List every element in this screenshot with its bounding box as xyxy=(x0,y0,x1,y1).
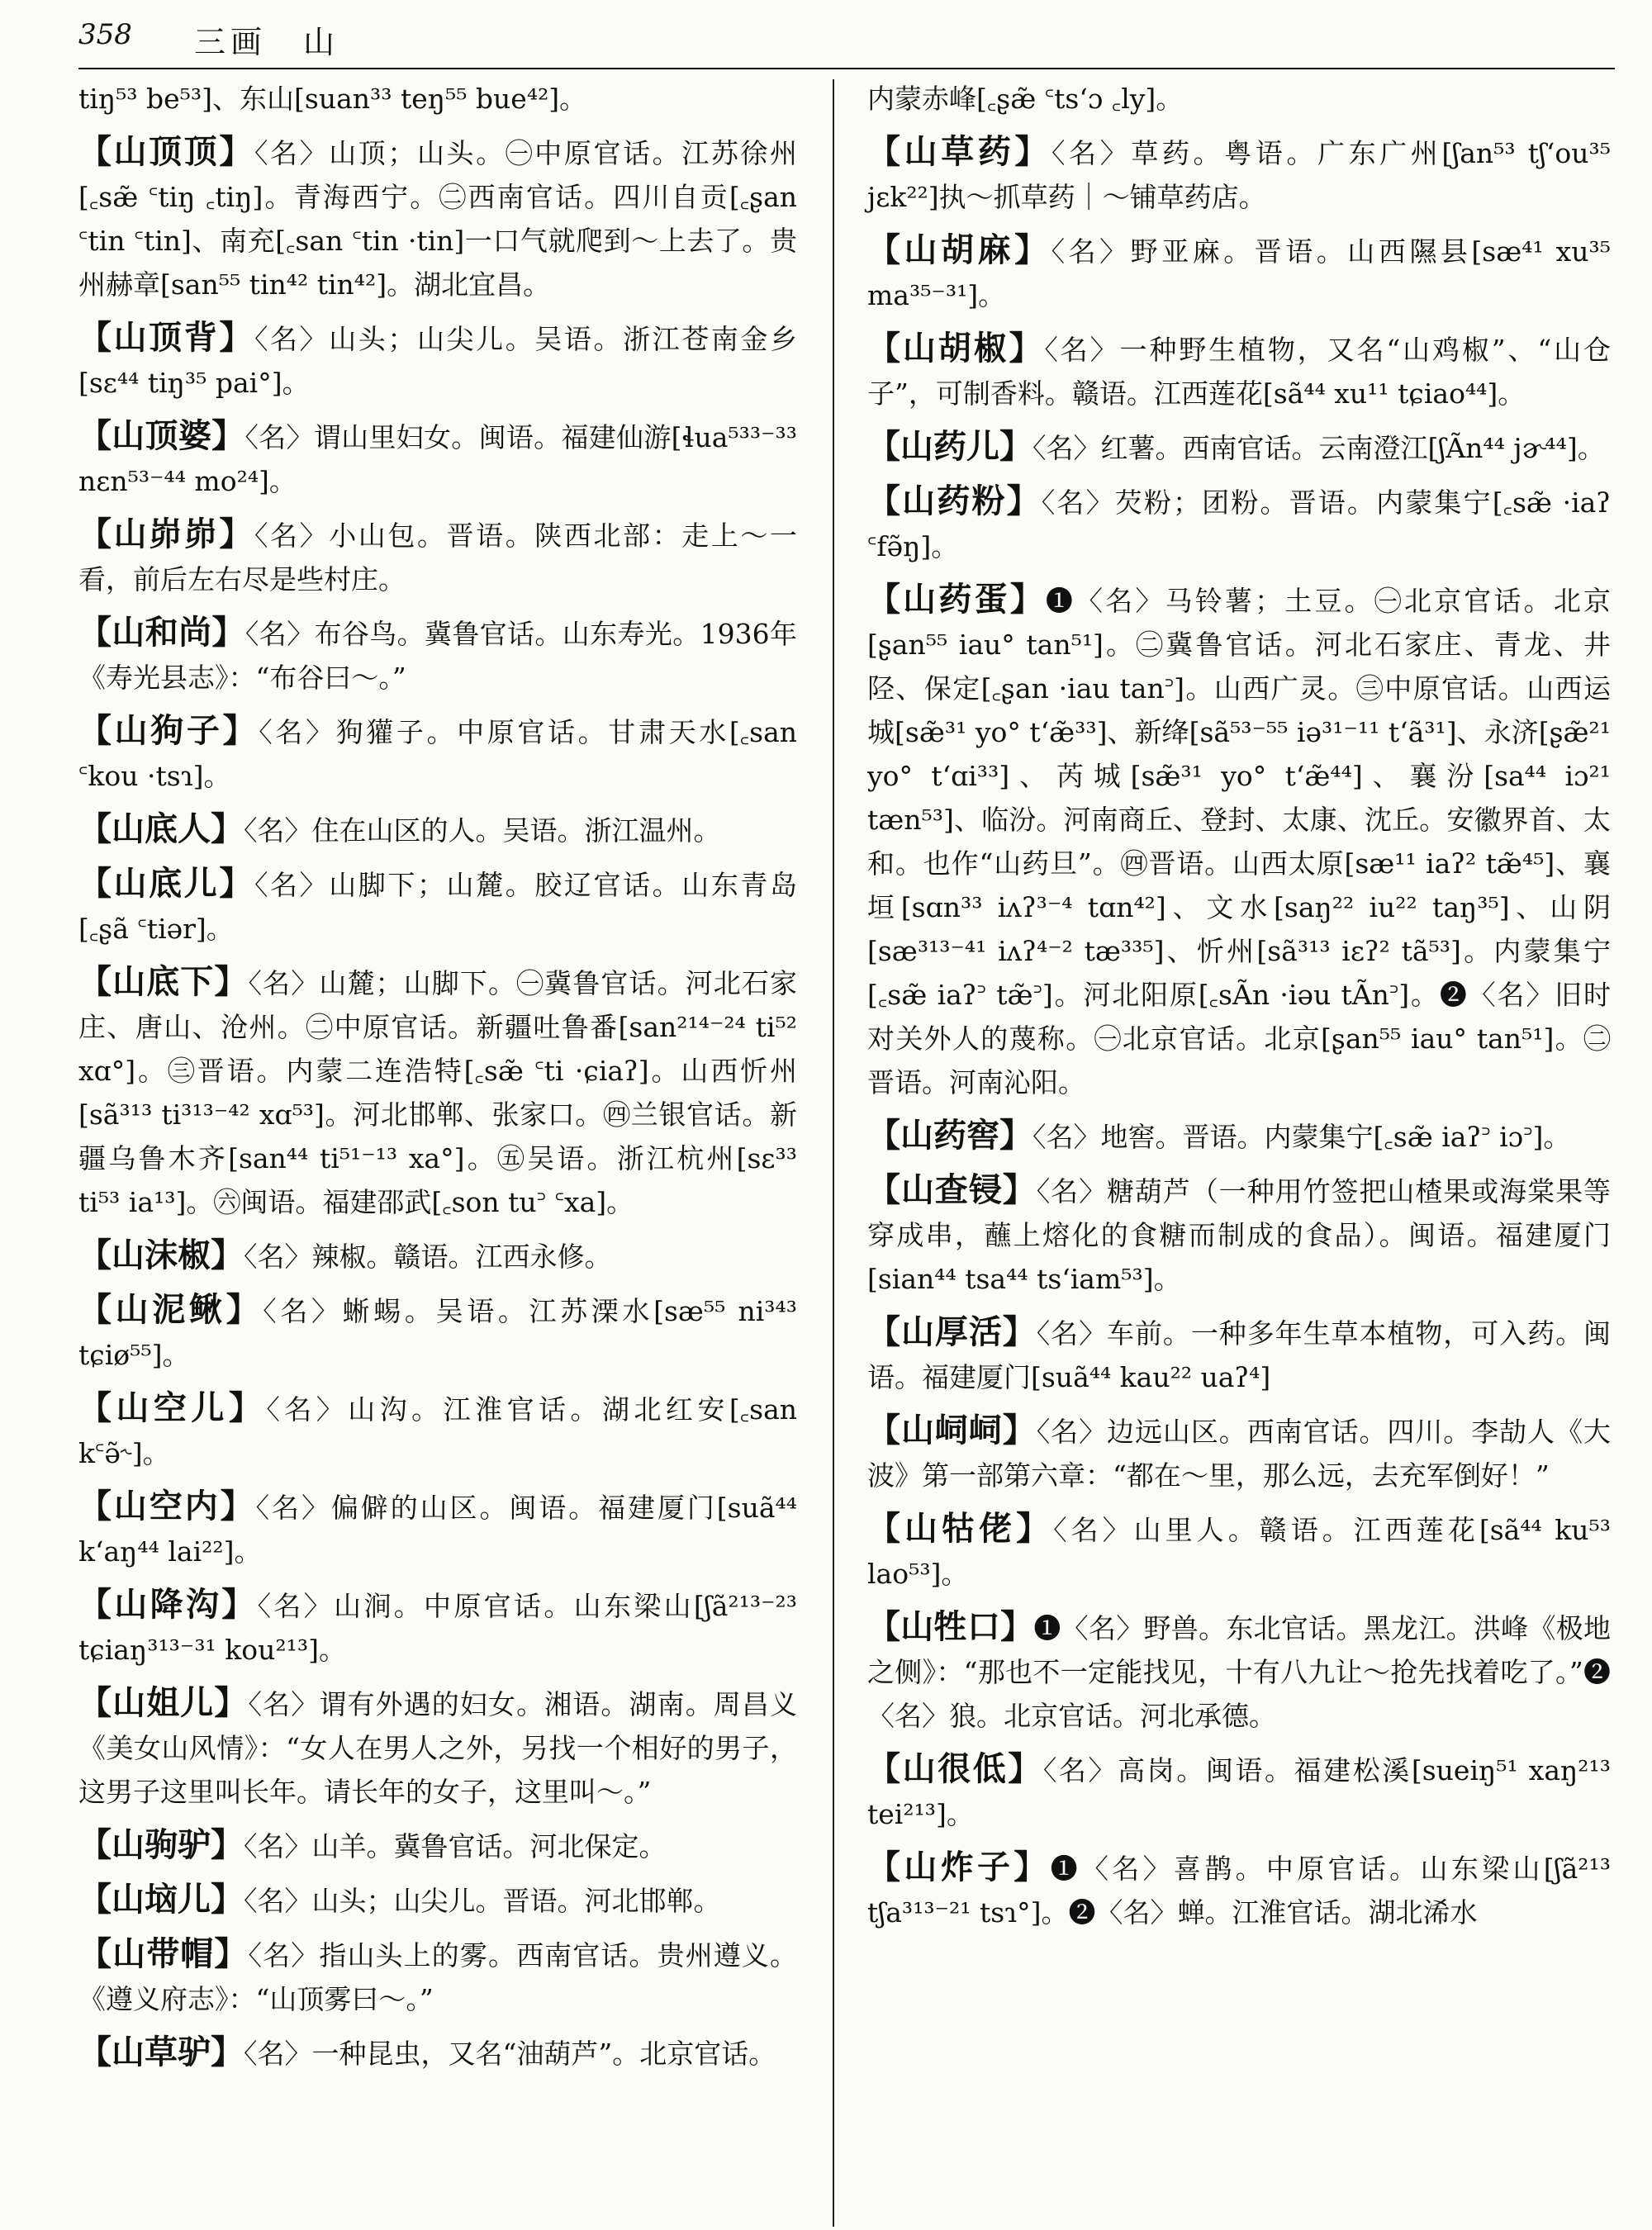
dictionary-entry xyxy=(78,1387,797,1475)
headword: 【山降沟】 xyxy=(78,1586,258,1624)
dictionary-entry xyxy=(78,130,797,306)
dictionary-entry xyxy=(867,76,1611,121)
dictionary-entry xyxy=(78,862,797,951)
headword: 【山药蛋】 xyxy=(867,581,1046,619)
dictionary-entry xyxy=(78,1234,797,1279)
right-column xyxy=(867,76,1611,1944)
dictionary-entry xyxy=(78,1288,797,1377)
entry-body: 〈名〉一种野生植物，又名“山鸡椒”、“山仓子”，可制香料。赣语。江西莲花[sã⁴⁴ xu¹¹ tɕiao⁴⁴]。 xyxy=(867,334,1611,410)
headword: 【山草药】 xyxy=(867,133,1052,171)
headword: 【山顶背】 xyxy=(78,319,254,357)
entry-body: 〈名〉指山头上的雾。西南官话。贵州遵义。《遵义府志》：“山顶雾曰～。” xyxy=(78,1939,798,2015)
entry-body: 〈名〉地窖。晋语。内蒙集宁[꜀sæ̃ iaʔ꜄ iɔ꜄]。 xyxy=(1032,1121,1571,1153)
entry-body: 〈名〉山脚下；山麓。胶辽官话。山东青岛[꜀ʂã ꜂tiər]。 xyxy=(78,869,798,945)
dictionary-entry xyxy=(867,1311,1611,1399)
entry-body: ❶〈名〉喜鹊。中原官话。山东梁山[ʃã²¹³ tʃa³¹³⁻²¹ tsɿ°]。❷〈名〉蝉。江淮官话。湖北浠水 xyxy=(867,1853,1611,1929)
headword: 【山很低】 xyxy=(867,1750,1043,1788)
dictionary-entry xyxy=(867,1846,1611,1934)
dictionary-entry xyxy=(867,480,1611,568)
entry-body: 〈名〉芡粉；团粉。晋语。内蒙集宁[꜀sæ̃ ·iaʔ ꜂fə̃ŋ]。 xyxy=(867,486,1611,562)
entry-body: 〈名〉糖葫芦（一种用竹签把山楂果或海棠果等穿成串，蘸上熔化的食糖而制成的食品）。闽语。福建厦门[sian⁴⁴ tsa⁴⁴ tsʻiam⁵³]。 xyxy=(867,1175,1612,1295)
entry-body: 〈名〉布谷鸟。冀鲁官话。山东寿光。1936年《寿光县志》：“布谷曰～。” xyxy=(78,618,798,694)
entry-body: 〈名〉山羊。冀鲁官话。河北保定。 xyxy=(244,1830,667,1862)
dictionary-entry xyxy=(78,316,797,405)
headword: 【山底下】 xyxy=(78,963,249,1001)
dictionary-entry xyxy=(867,327,1611,415)
headword: 【山药儿】 xyxy=(867,428,1032,466)
entry-body: 〈名〉小山包。晋语。陕西北部：走上～一看，前后左右尽是些村庄。 xyxy=(78,520,798,595)
headword: 【山底儿】 xyxy=(78,865,254,903)
headword: 【山沫椒】 xyxy=(78,1236,244,1274)
dictionary-entry xyxy=(867,1748,1611,1836)
dictionary-entry xyxy=(78,961,797,1224)
left-column xyxy=(78,76,797,2085)
entry-body: 〈名〉山头；山尖儿。吴语。浙江苍南金乡[sɛ⁴⁴ tiŋ³⁵ pai°]。 xyxy=(78,323,798,399)
dictionary-entry xyxy=(78,415,797,503)
dictionary-entry xyxy=(867,425,1611,470)
headword: 【山牯佬】 xyxy=(867,1510,1054,1548)
entry-body: ❶〈名〉野兽。东北官话。黑龙江。洪峰《极地之侧》：“那也不一定能找见，十有八九让～抢先找着吃了。”❷〈名〉狼。北京官话。河北承德。 xyxy=(867,1612,1612,1732)
entry-body: 内蒙赤峰[꜀ʂæ̃ ꜂tsʻɔ ꜀ly]。 xyxy=(867,83,1184,115)
dictionary-entry xyxy=(867,1606,1611,1738)
entry-body: 〈名〉山头；山尖儿。晋语。河北邯郸。 xyxy=(244,1885,721,1917)
entry-body: 〈名〉谓有外遇的妇女。湘语。湖南。周昌义《美女山风情》：“女人在男人之外，另找一个相好的男子，这男子这里叫长年。请长年的女子，这里叫～。” xyxy=(78,1688,798,1808)
dictionary-entry xyxy=(867,578,1611,1104)
page-header xyxy=(78,15,1615,66)
entry-body: 〈名〉山里人。赣语。江西莲花[sã⁴⁴ ku⁵³ lao⁵³]。 xyxy=(867,1514,1612,1590)
headword: 【山底人】 xyxy=(78,810,244,848)
dictionary-entry xyxy=(78,709,797,798)
entry-body: 〈名〉蜥蜴。吴语。江苏溧水[sæ⁵⁵ ni³⁴³ tɕiø⁵⁵]。 xyxy=(78,1295,797,1371)
entry-body: 〈名〉草药。粤语。广东广州[ʃan⁵³ tʃʻou³⁵ jɛk²²]执～抓草药｜～铺草药店。 xyxy=(867,137,1612,213)
entry-body: 〈名〉红薯。西南官话。云南澄江[ʃÃn⁴⁴ jɚ⁴⁴]。 xyxy=(1032,432,1605,464)
dictionary-entry xyxy=(78,1933,797,2021)
headword: 【山胡麻】 xyxy=(867,231,1051,269)
entry-body: 〈名〉山麓；山脚下。㊀冀鲁官话。河北石家庄、唐山、沧州。㊁中原官话。新疆吐鲁番[san²¹⁴⁻²⁴ ti⁵² xɑ°]。㊂晋语。内蒙二连浩特[꜀sæ̃ ꜂ti ·ɕiaʔ]。山西忻州[sã³¹³ ti³¹³⁻⁴² xɑ⁵³]。河北邯郸、张家口。㊃兰银官话。新疆乌鲁木齐[san⁴⁴ ti⁵¹⁻¹³ xa°]。㊄吴语。浙江杭州[sɛ³³ ti⁵³ ia¹³]。㊅闽语。福建邵武[꜀son tu꜄ ꜂xa]。 xyxy=(78,967,798,1218)
headword: 【山峁峁】 xyxy=(78,515,254,553)
entry-body: 〈名〉高岗。闽语。福建松溪[sueiŋ⁵¹ xaŋ²¹³ tei²¹³]。 xyxy=(867,1754,1611,1830)
page-number: 358 xyxy=(78,18,132,51)
dictionary-entry xyxy=(78,1485,797,1573)
entry-body: 〈名〉山涧。中原官话。山东梁山[ʃã²¹³⁻²³ tɕiaŋ³¹³⁻³¹ kou²¹³]。 xyxy=(78,1590,797,1666)
entry-body: 〈名〉住在山区的人。吴语。浙江温州。 xyxy=(244,814,721,847)
dictionary-entry xyxy=(867,1409,1611,1497)
entry-body: 〈名〉车前。一种多年生草本植物，可入药。闽语。福建厦门[suã⁴⁴ kau²² uaʔ⁴] xyxy=(867,1317,1612,1393)
headword: 【山垴儿】 xyxy=(78,1881,244,1919)
headword: 【山驹驴】 xyxy=(78,1826,244,1864)
dictionary-entry xyxy=(78,1583,797,1672)
entry-body: 〈名〉山沟。江淮官话。湖北红安[꜀san k꜂ə̃˞]。 xyxy=(78,1393,798,1469)
headword: 【山带帽】 xyxy=(78,1935,249,1973)
section-title: 三画 山 xyxy=(194,24,340,60)
entry-body: 〈名〉狗獾子。中原官话。甘肃天水[꜀san ꜂kou ·tsɿ]。 xyxy=(78,716,798,792)
dictionary-entry xyxy=(78,2031,797,2076)
headword: 【山药窖】 xyxy=(867,1117,1032,1155)
entry-body: 〈名〉一种昆虫，又名“油葫芦”。北京官话。 xyxy=(244,2038,776,2070)
headword: 【山牲口】 xyxy=(867,1608,1034,1646)
headword: 【山泥鳅】 xyxy=(78,1291,263,1329)
column-divider xyxy=(833,79,834,2227)
dictionary-entry xyxy=(78,1682,797,1814)
headword: 【山姐儿】 xyxy=(78,1684,249,1722)
dictionary-entry xyxy=(78,1878,797,1923)
headword: 【山胡椒】 xyxy=(867,330,1045,368)
dictionary-entry xyxy=(78,808,797,852)
dictionary-entry xyxy=(867,130,1611,219)
entry-body: 〈名〉谓山里妇女。闽语。福建仙游[ɬua⁵³³⁻³³ nɛn⁵³⁻⁴⁴ mo²⁴]。 xyxy=(78,421,797,497)
entry-body: 〈名〉辣椒。赣语。江西永修。 xyxy=(244,1241,612,1273)
headword: 【山查锓】 xyxy=(867,1171,1037,1209)
dictionary-entry xyxy=(78,513,797,601)
headword: 【山顶婆】 xyxy=(78,417,245,455)
entry-body: 〈名〉野亚麻。晋语。山西隰县[sæ⁴¹ xu³⁵ ma³⁵⁻³¹]。 xyxy=(867,235,1611,311)
headword: 【山空儿】 xyxy=(78,1389,267,1427)
dictionary-entry xyxy=(867,1169,1611,1301)
headword: 【山空内】 xyxy=(78,1487,256,1525)
header-rule xyxy=(78,68,1615,69)
dictionary-entry xyxy=(78,76,797,121)
headword: 【山炸子】 xyxy=(867,1848,1051,1886)
dictionary-entry xyxy=(867,1114,1611,1159)
entry-body: ❶〈名〉马铃薯；土豆。㊀北京官话。北京[ʂan⁵⁵ iau° tan⁵¹]。㊁冀鲁官话。河北石家庄、青龙、井陉、保定[꜀ʂan ·iau tan꜄]。山西广灵。㊂中原官话。山西运城[sæ̃³¹ yo° tʻæ̃³³]、新绛[sã⁵³⁻⁵⁵ iə³¹⁻¹¹ tʻã³¹]、永济[ʂæ̃²¹ yo° tʻɑi³³]、芮城[sæ̃³¹ yo° tʻæ̃⁴⁴]、襄汾[sa⁴⁴ iɔ²¹ tæn⁵³]、临汾。河南商丘、登封、太康、沈丘。安徽界首、太和。也作“山药旦”。㊃晋语。山西太原[sæ¹¹ iaʔ² tæ̃⁴⁵]、襄垣[sɑn³³ iʌʔ³⁻⁴ tɑn⁴²]、文水[saŋ²² iu²² taŋ³⁵]、山阴[sæ³¹³⁻⁴¹ iʌʔ⁴⁻² tæ³³⁵]、忻州[sã³¹³ iɛʔ² tã⁵³]。内蒙集宁[꜀sæ̃ iaʔ꜄ tæ̃꜄]。河北阳原[꜀sÃn ·iəu tÃn꜄]。❷〈名〉旧时对关外人的蔑称。㊀北京官话。北京[ʂan⁵⁵ iau° tan⁵¹]。㊁晋语。河南沁阳。 xyxy=(867,585,1612,1098)
entry-body: 〈名〉边远山区。西南官话。四川。李劼人《大波》第一部第六章：“都在～里，那么远，去充军倒好！” xyxy=(867,1416,1612,1492)
headword: 【山狗子】 xyxy=(78,712,259,750)
headword: 【山药粉】 xyxy=(867,482,1042,520)
headword: 【山和尚】 xyxy=(78,614,245,652)
dictionary-entry xyxy=(867,229,1611,317)
headword: 【山厚活】 xyxy=(867,1313,1037,1351)
entry-body: 〈名〉偏僻的山区。闽语。福建厦门[suã⁴⁴ kʻaŋ⁴⁴ lai²²]。 xyxy=(78,1492,798,1568)
entry-body: 〈名〉山顶；山头。㊀中原官话。江苏徐州[꜀sæ̃ ꜂tiŋ ꜀tiŋ]。青海西宁。㊁西南官话。四川自贡[꜀ʂan ꜂tin ꜂tin]、南充[꜀san ꜂tin ·tin]一口气就爬到～上去了。贵州赫章[san⁵⁵ tin⁴² tin⁴²]。湖北宜昌。 xyxy=(78,137,798,301)
headword: 【山顶顶】 xyxy=(78,133,254,171)
headword: 【山草驴】 xyxy=(78,2033,244,2071)
dictionary-entry xyxy=(78,611,797,700)
dictionary-entry xyxy=(78,1824,797,1868)
entry-body: tiŋ⁵³ be⁵³]、东山[suan³³ teŋ⁵⁵ bue⁴²]。 xyxy=(78,83,587,115)
headword: 【山㟃㟃】 xyxy=(867,1412,1037,1450)
dictionary-entry xyxy=(867,1507,1611,1596)
